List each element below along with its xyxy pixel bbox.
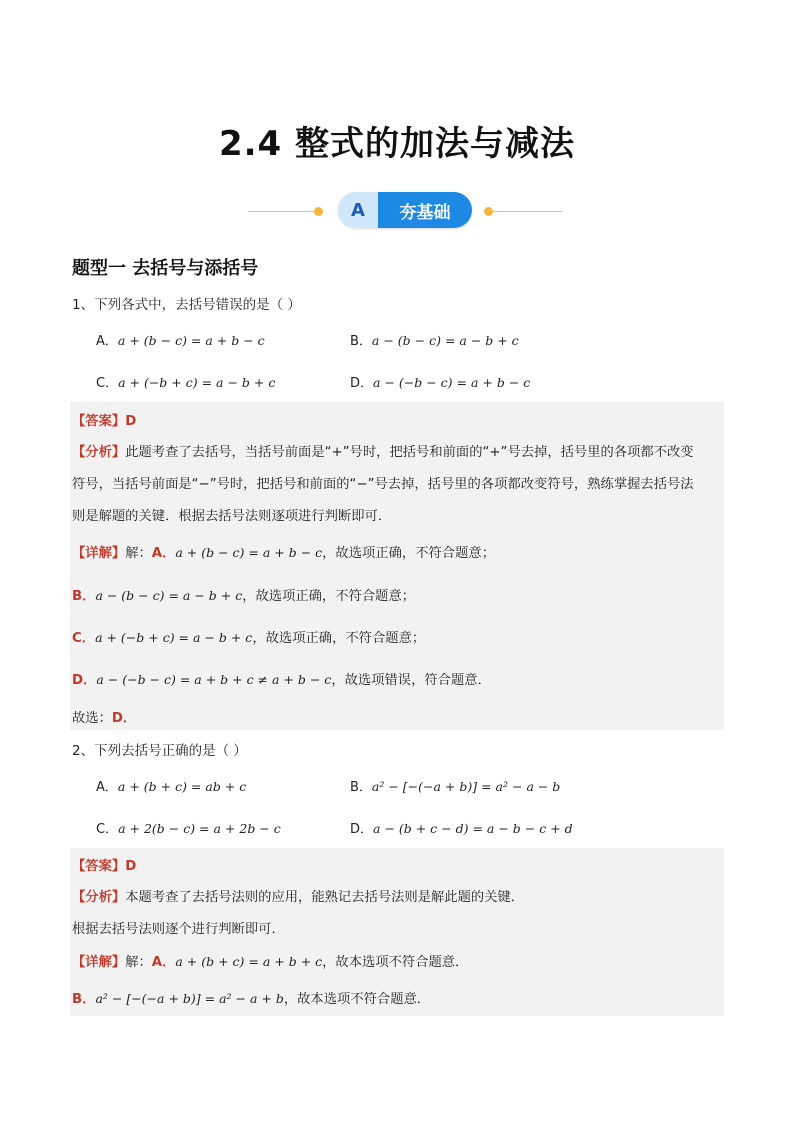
question-2-stem: 2、下列去括号正确的是（ ）: [72, 743, 247, 759]
decorative-dot-left: [314, 207, 323, 216]
page-title: 2.4 整式的加法与减法: [218, 124, 576, 164]
q1-detail-b: B．a − (b − c) = a − b + c，故选项正确，不符合题意；: [72, 588, 416, 604]
badge-text: 夯基础: [378, 192, 472, 228]
section-heading: 题型一 去括号与添括号: [72, 258, 259, 279]
q1-analysis-line-2: 符号，当括号前面是“−”号时，把括号和前面的“−”号去掉，括号里的各项都改变符号，熟练掌握去括号法: [72, 477, 694, 492]
q1-analysis-line-3: 则是解题的关键．根据去括号法则逐项进行判断即可．: [72, 509, 392, 524]
q1-analysis-line-1: 【分析】此题考查了去括号，当括号前面是“+”号时，把括号和前面的“+”号去掉，括号里的各项都不改变: [72, 445, 694, 460]
q2-detail-b: B．a² − [−(−a + b)] = a² − a + b，故本选项不符合题意．: [72, 991, 431, 1007]
q2-option-c: C．a + 2(b − c) = a + 2b − c: [96, 821, 281, 837]
decorative-dot-right: [484, 207, 493, 216]
q1-detail-d: D．a − (−b − c) = a + b + c ≠ a + b − c，故选项错误，符合题意．: [72, 672, 491, 688]
q1-option-c: C．a + (−b + c) = a − b + c: [96, 375, 276, 391]
q1-answer: 【答案】D: [72, 414, 137, 429]
q2-option-b: B．a² − [−(−a + b)] = a² − a − b: [350, 779, 561, 795]
decorative-line-right: [493, 211, 563, 212]
q2-option-d: D．a − (b + c − d) = a − b − c + d: [350, 821, 573, 837]
q1-option-b: B．a − (b − c) = a − b + c: [350, 333, 519, 349]
q1-conclusion: 故选：D．: [72, 711, 137, 726]
q2-analysis-line-1: 【分析】本题考查了去括号法则的应用，能熟记去括号法则是解此题的关键．: [72, 890, 525, 905]
decorative-line-left: [248, 211, 318, 212]
level-badge: [338, 192, 472, 228]
q1-option-a: A．a + (b − c) = a + b − c: [96, 333, 265, 349]
section-badge-row: [0, 192, 794, 232]
q1-detail-a: 【详解】解：A．a + (b − c) = a + b − c，故选项正确，不符合题意；: [72, 545, 495, 561]
badge-letter: A: [338, 192, 378, 228]
q1-detail-c: C．a + (−b + c) = a − b + c，故选项正确，不符合题意；: [72, 630, 426, 646]
q2-option-a: A．a + (b + c) = ab + c: [96, 779, 247, 795]
q1-option-d: D．a − (−b − c) = a + b − c: [350, 375, 531, 391]
q2-answer: 【答案】D: [72, 859, 137, 874]
q2-detail-a: 【详解】解：A．a + (b + c) = a + b + c，故本选项不符合题意．: [72, 954, 469, 970]
q2-analysis-line-2: 根据去括号法则逐个进行判断即可．: [72, 922, 285, 937]
question-1-stem: 1、下列各式中，去括号错误的是（ ）: [72, 297, 301, 313]
